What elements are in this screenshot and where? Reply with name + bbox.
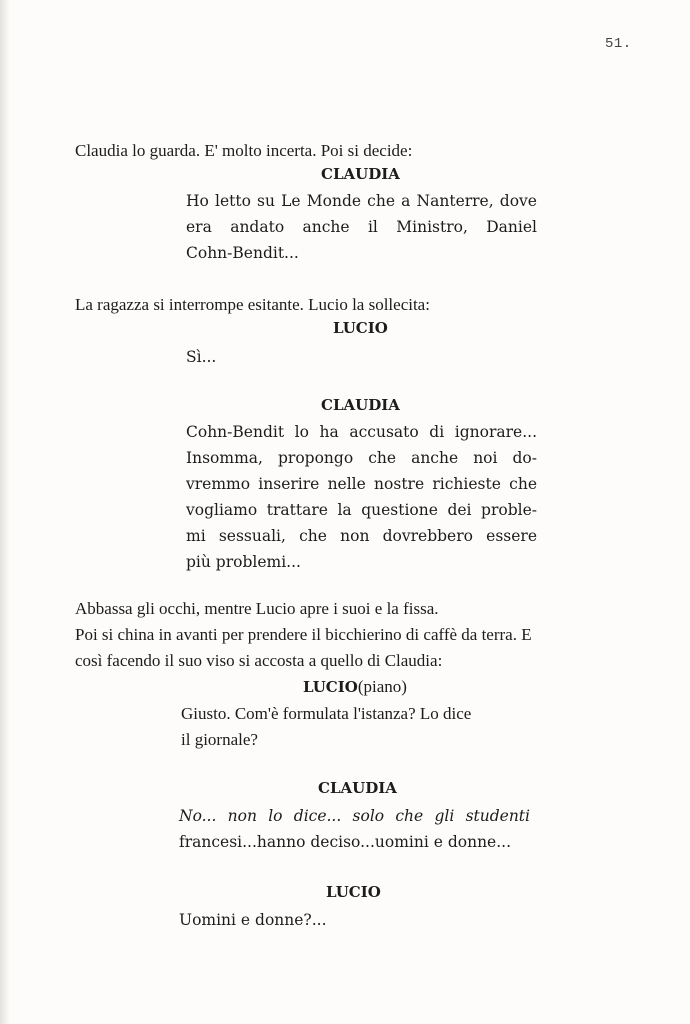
page-number: 51. — [605, 36, 632, 52]
character-cue-claudia: CLAUDIA — [318, 779, 397, 797]
dialogue-line: più problemi... — [186, 553, 301, 571]
dialogue-line: No... non lo dice... solo che gli studenti — [179, 807, 530, 825]
parenthetical: (piano) — [357, 677, 407, 696]
character-cue-lucio — [303, 677, 407, 697]
dialogue-line: vogliamo trattare la questione dei proble- — [186, 501, 537, 519]
dialogue-line: francesi...hanno deciso...uomini e donne... — [179, 833, 512, 851]
dialogue-line: il giornale? — [181, 730, 258, 749]
dialogue-line: Cohn-Bendit lo ha accusato di ignorare... — [186, 423, 537, 441]
dialogue-line: era andato anche il Ministro, Daniel — [186, 218, 537, 236]
dialogue-line: Cohn-Bendit... — [186, 244, 299, 262]
character-cue-lucio: LUCIO — [333, 319, 388, 337]
dialogue-line: Ho letto su Le Monde che a Nanterre, dove — [186, 192, 537, 210]
dialogue-line: Insomma, propongo che anche noi do- — [186, 449, 537, 467]
dialogue-line: mi sessuali, che non dovrebbero essere — [186, 527, 537, 545]
action-line: così facendo il suo viso si accosta a quello di Claudia: — [75, 651, 443, 670]
dialogue-line: Giusto. Com'è formulata l'istanza? Lo dice — [181, 704, 472, 723]
dialogue-line: Uomini e donne?... — [179, 911, 327, 929]
action-line: Claudia lo guarda. E' molto incerta. Poi si decide: — [75, 141, 413, 160]
dialogue-line: vremmo inserire nelle nostre richieste che — [186, 475, 537, 493]
character-cue-claudia: CLAUDIA — [321, 165, 400, 183]
action-line: Poi si china in avanti per prendere il bicchierino di caffè da terra. E — [75, 625, 532, 644]
character-cue-claudia: CLAUDIA — [321, 396, 400, 414]
page-binding-shadow — [0, 0, 10, 1024]
character-name: LUCIO — [303, 678, 358, 696]
character-cue-lucio: LUCIO — [326, 883, 381, 901]
action-line: Abbassa gli occhi, mentre Lucio apre i suoi e la fissa. — [75, 599, 439, 618]
action-line: La ragazza si interrompe esitante. Lucio la sollecita: — [75, 295, 430, 314]
dialogue-line: Sì... — [186, 348, 217, 366]
